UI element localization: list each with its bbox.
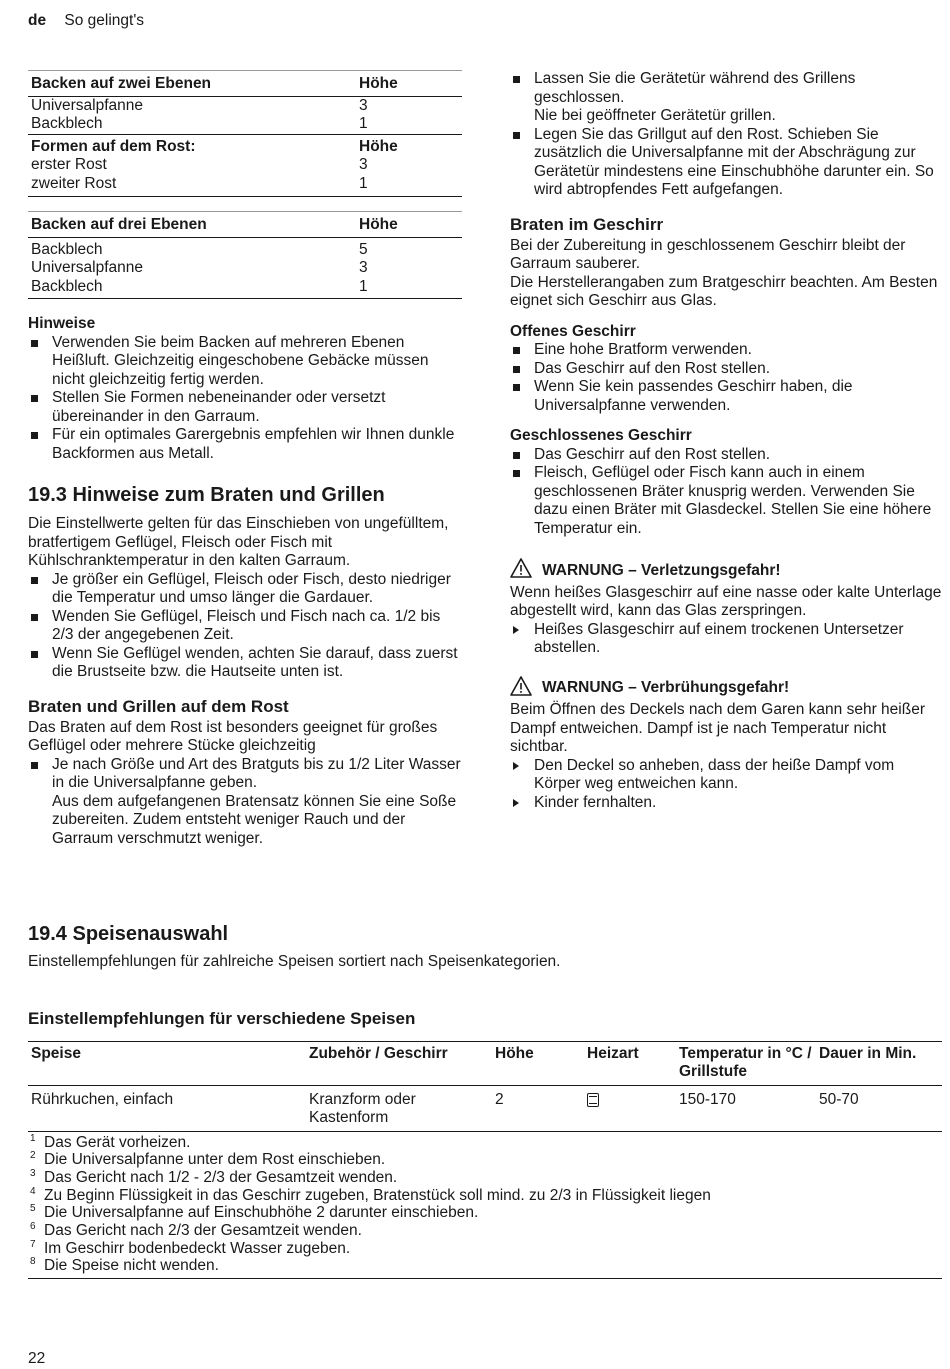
section-title-19-3: 19.3 Hinweise zum Braten und Grillen <box>28 484 385 506</box>
column-header: Zubehör / Geschirr <box>306 1041 492 1085</box>
list-item: Je größer ein Geflügel, Fleisch oder Fisch, desto niedriger die Temperatur und umso länger die Gardauer. <box>28 571 462 608</box>
footnotes <box>28 1134 942 1280</box>
table-row <box>28 115 462 134</box>
geschirr-paragraph: Bei der Zubereitung in geschlossenem Geschirr bleibt der Garraum sauberer. <box>510 236 906 272</box>
table-title: Einstellempfehlungen für verschiedene Speisen <box>28 1008 416 1028</box>
cell-temperatur: 150-170 <box>676 1085 816 1131</box>
rack-cell: Backblech <box>31 240 103 258</box>
list-item: Wenn Sie kein passendes Geschirr haben, die Universalpfanne verwenden. <box>510 378 942 415</box>
rack-head-label: Backen auf zwei Ebenen <box>28 71 356 96</box>
table-row <box>28 175 462 197</box>
warning-steps <box>510 621 942 658</box>
rack-cell: 3 <box>359 156 368 173</box>
section-intro: Einstellempfehlungen für zahlreiche Speisen sortiert nach Speisenkategorien. <box>28 953 561 970</box>
rack-subhead-height: Höhe <box>356 134 462 156</box>
rack-cell: erster Rost <box>31 156 107 173</box>
top-bottom-heat-icon <box>587 1093 599 1107</box>
list-item: Fleisch, Geflügel oder Fisch kann auch in einem geschlossenen Bräter knusprig werden. Verwenden Sie dazu einen Bräter mit Glasdeckel. Stellen Sie eine höhere Temperatur ein. <box>510 464 942 538</box>
column-header: Höhe <box>492 1041 584 1085</box>
subsection-title-geschirr: Braten im Geschirr <box>510 214 664 234</box>
page-number: 22 <box>28 1350 46 1367</box>
rack-cell: 1 <box>359 174 368 192</box>
list-item: Verwenden Sie beim Backen auf mehreren Ebenen Heißluft. Gleichzeitig eingeschobene Gebäcke müssen nicht gleichzeitig fertig werden. <box>28 334 462 390</box>
offen-list <box>510 341 942 415</box>
rack-head-height: Höhe <box>356 71 462 96</box>
warning-title: WARNUNG – Verletzungsgefahr! <box>542 561 781 579</box>
table-row <box>28 1085 942 1131</box>
subsection-title-rost: Braten und Grillen auf dem Rost <box>28 696 289 716</box>
rack-cell: 3 <box>359 259 368 276</box>
rack-cell: 1 <box>359 115 368 132</box>
warning-steps <box>510 757 942 813</box>
warning-icon <box>510 558 542 584</box>
column-header: Heizart <box>584 1041 676 1085</box>
list-item: Den Deckel so anheben, dass der heiße Dampf vom Körper weg entweichen kann. <box>510 757 942 794</box>
list-item-text: Je nach Größe und Art des Bratguts bis zu 1/2 Liter Wasser in die Universalpfanne geben. <box>52 755 461 791</box>
rack-table-two-levels <box>28 70 462 197</box>
rack-cell: 1 <box>359 277 368 295</box>
section-19-4 <box>28 922 942 1279</box>
section-title-19-4: 19.4 Speisenauswahl <box>28 923 229 945</box>
table-row <box>28 156 462 175</box>
list-item: Wenden Sie Geflügel, Fleisch und Fisch nach ca. 1/2 bis 2/3 der angegebenen Zeit. <box>28 608 462 645</box>
geschlossen-list <box>510 446 942 539</box>
column-header: Temperatur in °C / Grillstufe <box>676 1041 816 1085</box>
roast-tips-list <box>28 571 462 682</box>
rack-cell: Backblech <box>31 277 103 295</box>
rack-cell: 5 <box>359 240 368 258</box>
language-tag: de <box>28 12 47 29</box>
list-item: Das Geschirr auf den Rost stellen. <box>510 360 942 379</box>
warning-icon <box>510 676 542 702</box>
list-item: Heißes Glasgeschirr auf einem trockenen Untersetzer abstellen. <box>510 621 942 658</box>
hints-list <box>28 334 462 464</box>
cell-hoehe: 2 <box>492 1085 584 1131</box>
rack-cell: Universalpfanne <box>31 259 144 276</box>
list-item-text: Aus dem aufgefangenen Bratensatz können Sie eine Soße zubereiten. Zudem entsteht weniger Rauch und der Garraum verschmutzt weniger. <box>52 792 457 847</box>
hints-title: Hinweise <box>28 315 96 332</box>
food-settings-table <box>28 1041 942 1132</box>
cell-dauer: 50-70 <box>816 1085 942 1131</box>
footnote: 1 Das Gerät vorheizen. <box>30 1132 191 1151</box>
grill-list <box>510 70 942 200</box>
list-item: Stellen Sie Formen nebeneinander oder versetzt übereinander in den Garraum. <box>28 389 462 426</box>
rost-list <box>28 756 462 849</box>
list-item: Für ein optimales Garergebnis empfehlen wir Ihnen dunkle Backformen aus Metall. <box>28 426 462 463</box>
column-header: Dauer in Min. <box>816 1041 942 1085</box>
list-item: Kinder fernhalten. <box>510 794 942 813</box>
geschlossen-title: Geschlossenes Geschirr <box>510 427 692 444</box>
right-column <box>510 70 942 812</box>
warning-text: Beim Öffnen des Deckels nach dem Garen kann sehr heißer Dampf entweichen. Dampf ist je nach Temperatur nicht sichtbar. <box>510 701 925 755</box>
footnote: 3 Das Gericht nach 1/2 - 2/3 der Gesamtzeit wenden. <box>30 1167 398 1186</box>
cell-zubehoer: Kranzform oder Kastenform <box>306 1085 492 1131</box>
page-header <box>28 12 144 31</box>
table-row <box>28 278 462 299</box>
rack-head-height: Höhe <box>356 212 462 237</box>
list-item-text: Nie bei geöffneter Gerätetür grillen. <box>534 107 776 124</box>
footnote: 4 Zu Beginn Flüssigkeit in das Geschirr zugeben, Bratenstück soll mind. zu 2/3 in Flüssigkeit liegen <box>30 1185 711 1204</box>
rack-cell: 3 <box>359 96 368 114</box>
warning-text: Wenn heißes Glasgeschirr auf eine nasse oder kalte Unterlage abgestellt wird, kann das Glas zerspringen. <box>510 583 942 619</box>
column-header: Speise <box>28 1041 306 1085</box>
warning-scald <box>510 676 942 702</box>
table-row <box>28 237 462 259</box>
list-item <box>28 756 462 849</box>
rack-head-label: Backen auf drei Ebenen <box>28 212 356 237</box>
table-row <box>28 96 462 115</box>
rack-cell: zweiter Rost <box>31 174 117 192</box>
warning-title: WARNUNG – Verbrühungsgefahr! <box>542 679 790 696</box>
rack-subhead-label: Formen auf dem Rost: <box>28 134 356 156</box>
list-item: Legen Sie das Grillgut auf den Rost. Schieben Sie zusätzlich die Universalpfanne mit der Abschrägung zur Gerätetür mindestens eine Einschubhöhe darunter ein. So wird abtropfendes Fett aufgefangen. <box>510 126 942 200</box>
footnote: 8 Die Speise nicht wenden. <box>30 1256 219 1275</box>
list-item <box>510 70 942 126</box>
list-item-text: Lassen Sie die Gerätetür während des Grillens geschlossen. <box>534 70 856 106</box>
list-item: Wenn Sie Geflügel wenden, achten Sie darauf, dass zuerst die Brustseite bzw. die Hautseite unten ist. <box>28 645 462 682</box>
offen-title: Offenes Geschirr <box>510 322 636 340</box>
header-title: So gelingt's <box>64 12 145 29</box>
warning-injury <box>510 558 942 584</box>
rost-intro: Das Braten auf dem Rost ist besonders geeignet für großes Geflügel oder mehrere Stücke gleichzeitig <box>28 718 438 754</box>
list-item: Eine hohe Bratform verwenden. <box>510 341 942 360</box>
footnote: 7 Im Geschirr bodenbedeckt Wasser zugeben. <box>30 1238 351 1257</box>
list-item: Das Geschirr auf den Rost stellen. <box>510 446 942 465</box>
rack-table-three-levels <box>28 211 462 299</box>
footnote: 2 Die Universalpfanne unter dem Rost einschieben. <box>30 1150 386 1169</box>
rack-cell: Backblech <box>31 115 103 132</box>
left-column <box>28 70 462 848</box>
cell-heizart <box>584 1085 676 1131</box>
section-intro: Die Einstellwerte gelten für das Einschieben von ungefülltem, bratfertigem Geflügel, Fleisch oder Fisch mit Kühlschranktemperatur in den kalten Garraum. <box>28 515 449 569</box>
geschirr-paragraph: Die Herstellerangaben zum Bratgeschirr beachten. Am Besten eignet sich Geschirr aus Glas. <box>510 273 938 309</box>
table-row <box>28 259 462 278</box>
rack-cell: Universalpfanne <box>31 96 144 114</box>
footnote: 5 Die Universalpfanne auf Einschubhöhe 2 darunter einschieben. <box>30 1203 479 1222</box>
footnote: 6 Das Gericht nach 2/3 der Gesamtzeit wenden. <box>30 1221 362 1240</box>
cell-speise: Rührkuchen, einfach <box>28 1085 306 1131</box>
